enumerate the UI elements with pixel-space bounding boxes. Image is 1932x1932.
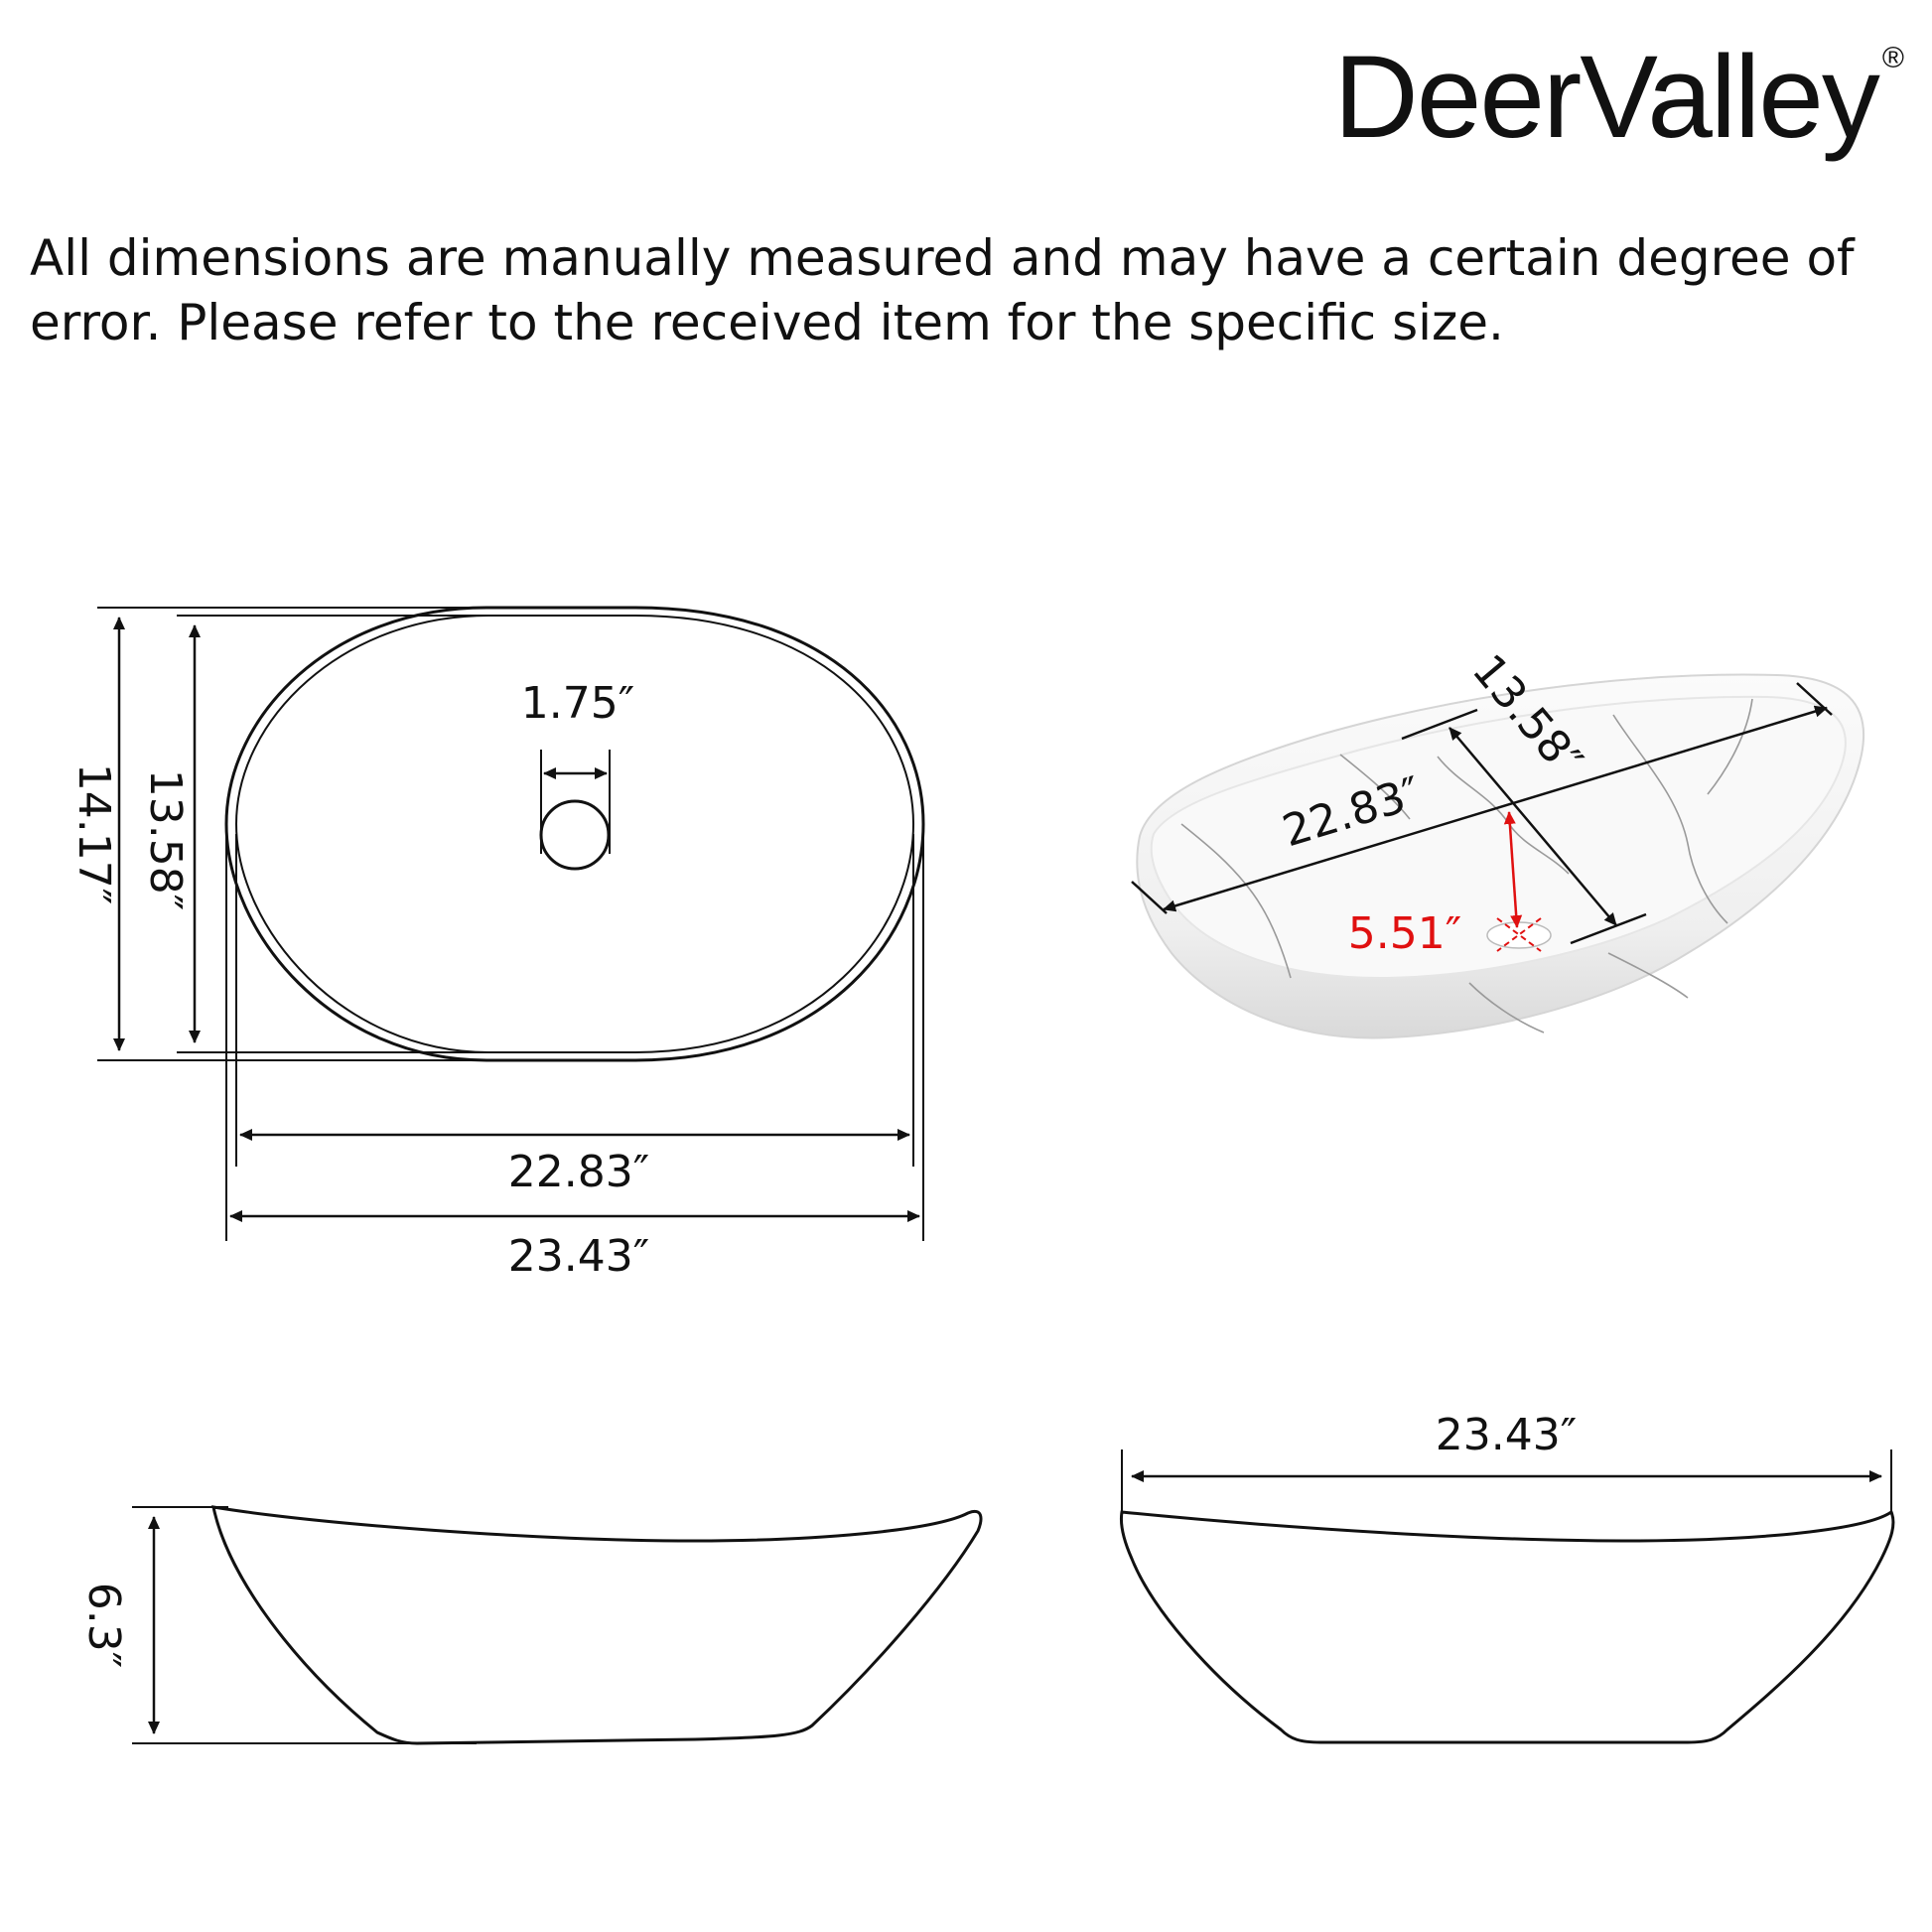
drain-hole bbox=[541, 801, 609, 869]
bowl-depth-label: 5.51″ bbox=[1347, 908, 1462, 959]
perspective-length-label: 22.83″ bbox=[1277, 766, 1428, 858]
top-view bbox=[69, 608, 923, 1282]
inner-depth-label: 13.58″ bbox=[140, 768, 191, 911]
basin-outer-outline bbox=[226, 608, 923, 1060]
perspective-view bbox=[1132, 645, 1863, 1038]
outer-length-label: 23.43″ bbox=[507, 1231, 650, 1282]
inner-length-label: 22.83″ bbox=[507, 1147, 650, 1197]
outer-depth-label: 14.17″ bbox=[69, 762, 119, 905]
front-length-label: 23.43″ bbox=[1435, 1410, 1578, 1460]
side-profile bbox=[213, 1507, 981, 1743]
height-label: 6.3″ bbox=[78, 1582, 129, 1669]
front-view bbox=[1121, 1410, 1892, 1742]
drain-diameter-label: 1.75″ bbox=[520, 678, 635, 729]
perspective-width-label: 13.58″ bbox=[1461, 644, 1592, 786]
front-profile bbox=[1121, 1512, 1892, 1742]
disclaimer-text: All dimensions are manually measured and may have a certain degree of error. Please refer to the received item for the specific size. bbox=[30, 229, 1855, 351]
brand-logo: DeerValley ® bbox=[1333, 32, 1902, 163]
side-view bbox=[78, 1507, 981, 1743]
drain-photo bbox=[1487, 922, 1551, 948]
